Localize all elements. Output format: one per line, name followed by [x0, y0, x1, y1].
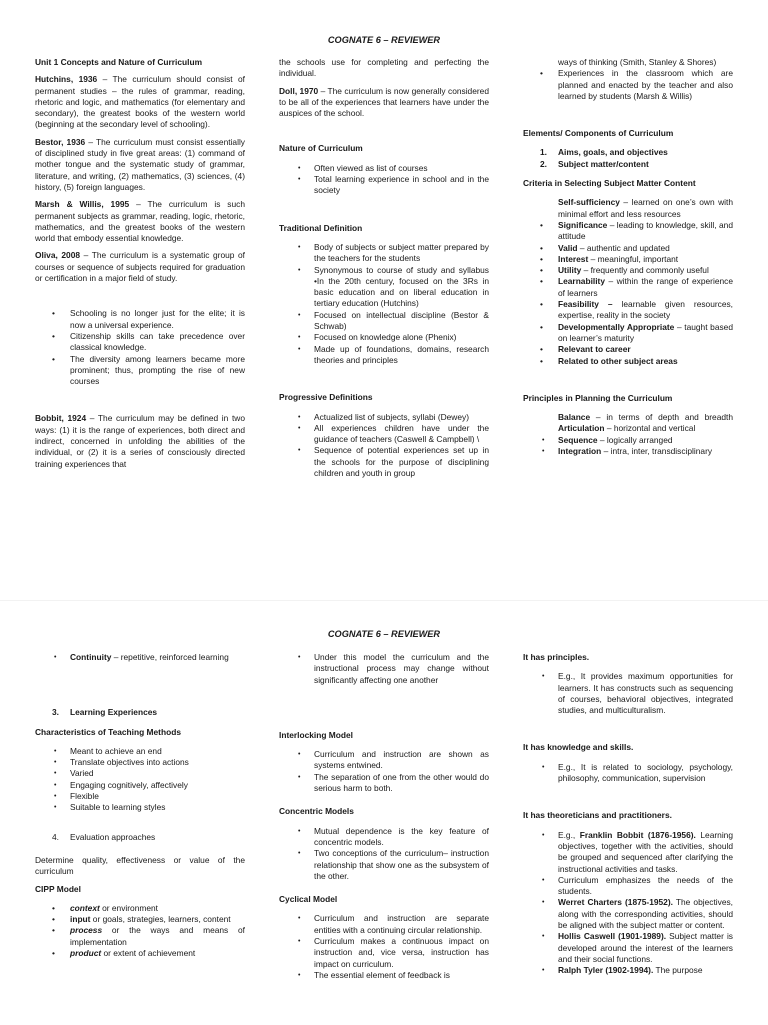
list-item: • Focused on intellectual discipline (Bestor & Schwab) — [279, 310, 489, 333]
knowledge-heading: It has knowledge and skills. — [523, 742, 634, 753]
list-item: • Mutual dependence is the key feature of concentric models. — [279, 826, 489, 849]
list-item: • Curriculum and instruction are separate entities with a continuing circular relationship. — [279, 913, 489, 936]
column-1 — [35, 57, 245, 476]
list-item: • The essential element of feedback is — [279, 970, 489, 981]
interlocking-list — [279, 749, 489, 794]
list-item: • Hollis Caswell (1901-1989). Subject matter is developed around the interest of the learners and their social functions. — [523, 931, 733, 965]
list-item: • Interest – meaningful, important — [523, 254, 733, 265]
list-item: • Meant to achieve an end — [35, 746, 245, 757]
list-item: • context or environment — [35, 903, 245, 914]
learning-experiences — [35, 707, 245, 718]
cipp-heading: CIPP Model — [35, 883, 81, 894]
list-item: • The diversity among learners became more prominent; thus, prompting the rise of new courses — [35, 354, 245, 388]
list-item: • Werret Charters (1875-1952). The objectives, along with the corresponding activities, should be aligned with the subject matter or content. — [523, 897, 733, 931]
list-item: • Relevant to career — [523, 344, 733, 355]
principles-heading: It has principles. — [523, 652, 590, 662]
criteria-heading: Criteria in Selecting Subject Matter Content — [523, 178, 696, 189]
list-item: • Sequence – logically arranged — [523, 435, 733, 446]
concentric-list — [279, 826, 489, 882]
evaluation-description: Determine quality, effectiveness or value of the curriculum — [35, 854, 245, 877]
page-2 — [0, 600, 768, 1025]
page-header: COGNATE 6 – REVIEWER — [327, 629, 441, 639]
list-item: • Integration – intra, inter, transdisciplinary — [523, 446, 733, 457]
list-item: • input or goals, strategies, learners, content — [35, 914, 245, 925]
unit-title: Unit 1 Concepts and Nature of Curriculum — [35, 57, 203, 67]
def-hutchins: Hutchins, 1936 – The curriculum should consist of permanent studies – the rules of grammar, reading, rhetoric and logic, and mathematics (for elementary and secondary), the greatest books of the western world (beginning at the secondary level of schooling). — [35, 74, 245, 130]
teaching-methods-list — [35, 746, 245, 814]
list-item: • Ralph Tyler (1902-1994). The purpose — [523, 965, 733, 976]
list-item: • Body of subjects or subject matter prepared by the teachers for the students — [279, 242, 489, 265]
list-item: • All experiences children have under the guidance of teachers (Caswell & Campbell) \ — [279, 423, 489, 446]
traditional-list — [279, 242, 489, 366]
nature-list — [279, 163, 489, 197]
list-item: Self-sufficiency – learned on one’s own with minimal effort and less resources — [558, 197, 733, 219]
principles-list — [523, 412, 733, 457]
list-item: • Developmentally Appropriate – taught based on learner’s maturity — [523, 322, 733, 345]
column-1 — [35, 652, 245, 959]
list-item: • Curriculum emphasizes the needs of the students. — [523, 875, 733, 898]
list-item: • process or the ways and means of implementation — [35, 925, 245, 948]
list-item: 3. Learning Experiences — [52, 707, 158, 718]
list-item: • Translate objectives into actions — [35, 757, 245, 768]
list-item: • E.g., It provides maximum opportunities for learners. It has constructs such as sequencing of courses, behavioral objectives, integrated studies, and multiculturalism. — [523, 671, 733, 716]
list-item: • The separation of one from the other would do serious harm to both. — [279, 772, 489, 795]
list-item: • Engaging cognitively, affectively — [35, 780, 245, 791]
def-bestor: Bestor, 1936 – The curriculum must consist essentially of disciplined study in five great areas: (1) command of mother tongue and the systematic study of grammar, literature, and writing, (2) mathematics, (3) sciences, (4) history, (5) foreign languages. — [35, 136, 245, 192]
cyclical-heading: Cyclical Model — [279, 894, 338, 905]
knowledge-list — [523, 762, 733, 785]
column-3 — [523, 652, 733, 977]
list-item: • Focused on knowledge alone (Phenix) — [279, 332, 489, 343]
principles-list — [523, 671, 733, 716]
column-3 — [523, 57, 733, 457]
list-item: • product or extent of achievement — [35, 948, 245, 959]
list-item: • Flexible — [35, 791, 245, 802]
list-item: • Curriculum and instruction are shown as systems entwined. — [279, 749, 489, 772]
column-2 — [279, 57, 489, 479]
list-item: • Valid – authentic and updated — [523, 243, 733, 254]
list-item: • Often viewed as list of courses — [279, 163, 489, 174]
list-item: • Experiences in the classroom which are planned and enacted by the teacher and also learned by students (Marsh & Willis) — [523, 68, 733, 102]
list-item: • Schooling is no longer just for the elite; it is now a universal experience. — [35, 308, 245, 331]
list-item: • Synonymous to course of study and syllabus •In the 20th century, focused on the 3Rs in basic education and on liberal education in tertiary education (Hutchins) — [279, 265, 489, 310]
cyclical-list — [279, 913, 489, 981]
list-item: • Under this model the curriculum and the instructional process may change without significantly affecting one another — [279, 652, 489, 686]
list-item: • Citizenship skills can take precedence over classical knowledge. — [35, 331, 245, 354]
def-marsh-willis: Marsh & Willis, 1995 – The curriculum is such permanent subjects as grammar, reading, logic, rhetoric, mathematics, and the greatest books of the western world that embody essential knowledge. — [35, 199, 246, 244]
traditional-heading: Traditional Definition — [279, 222, 363, 233]
list-item: • E.g., It is related to sociology, psychology, philosophy, communication, supervision — [523, 762, 733, 785]
list-item: • Suitable to learning styles — [35, 802, 245, 813]
column-2 — [279, 652, 489, 981]
def-oliva: Oliva, 2008 – The curriculum is a systematic group of courses or sequence of subjects required for graduation or certification in a major field of study. — [35, 250, 246, 284]
list-item: • Varied — [35, 768, 245, 779]
interlocking-heading: Interlocking Model — [279, 729, 353, 740]
teaching-methods-heading: Characteristics of Teaching Methods — [35, 726, 181, 737]
concentric-heading: Concentric Models — [279, 806, 354, 817]
list-item: • Feasibility – learnable given resources, expertise, reality in the society — [523, 299, 733, 322]
list-item: Balance – in terms of depth and breadth Articulation – horizontal and vertical — [558, 412, 733, 434]
page-header: COGNATE 6 – REVIEWER — [327, 35, 441, 45]
list-item: • E.g., Franklin Bobbit (1876-1956). Learning objectives, together with the activities, should be grouped and sequenced after clarifying the instructional activities and tasks. — [523, 830, 733, 875]
list-item: 2. Subject matter/content — [540, 158, 649, 169]
list-item: 4. Evaluation approaches — [52, 831, 156, 842]
cipp-list — [35, 903, 245, 959]
elements-heading: Elements/ Components of Curriculum — [523, 128, 674, 139]
continuity-list — [35, 652, 245, 663]
progressive-heading: Progressive Definitions — [279, 392, 373, 403]
list-item: • Significance – leading to knowledge, skill, and attitude — [523, 220, 733, 243]
dualistic-list — [279, 652, 489, 686]
evaluation-approaches — [35, 832, 245, 843]
list-item: • Learnability – within the range of experience of learners — [523, 276, 733, 299]
list-item: 1. Aims, goals, and objectives — [540, 147, 668, 158]
list-item: • Curriculum makes a continuous impact on instruction and, vice versa, instruction has impact on curriculum. — [279, 936, 489, 970]
theoreticians-heading: It has theoreticians and practitioners. — [523, 810, 672, 821]
elements-list — [523, 147, 733, 170]
list-item: • Related to other subject areas — [523, 356, 733, 367]
bobbit-continuation: the schools use for completing and perfecting the individual. — [279, 57, 489, 79]
list-item: • Continuity – repetitive, reinforced learning — [35, 652, 245, 663]
nature-heading: Nature of Curriculum — [279, 143, 363, 154]
list-item: ways of thinking (Smith, Stanley & Shores) — [558, 57, 717, 67]
list-item: • Two conceptions of the curriculum– instruction relationship that show one as the subsystem of the other. — [279, 848, 489, 882]
list-item: • Total learning experience in school and in the society — [279, 174, 489, 197]
list-item: • Utility – frequently and commonly useful — [523, 265, 733, 276]
progressive-list-cont — [523, 57, 733, 102]
principles-heading: Principles in Planning the Curriculum — [523, 392, 673, 403]
def-doll: Doll, 1970 – The curriculum is now generally considered to be all of the experiences that learners have under the auspices of the school. — [279, 85, 489, 119]
progressive-list — [279, 412, 489, 480]
criteria-list — [523, 197, 733, 366]
theoreticians-list — [523, 830, 733, 977]
list-item: • Made up of foundations, domains, research theories and principles — [279, 344, 489, 367]
list-item: • Sequence of potential experiences set up in the schools for the purpose of disciplining children and youth in group — [279, 445, 489, 479]
list-item: • Actualized list of subjects, syllabi (Dewey) — [279, 412, 489, 423]
def-bobbit: Bobbit, 1924 – The curriculum may be defined in two ways: (1) it is the range of experiences, both direct and indirect, concerned in unfolding the abilities of the individual, or (2) it is a series of consciously directed training experiences that — [35, 413, 246, 469]
schooling-list — [35, 308, 245, 387]
